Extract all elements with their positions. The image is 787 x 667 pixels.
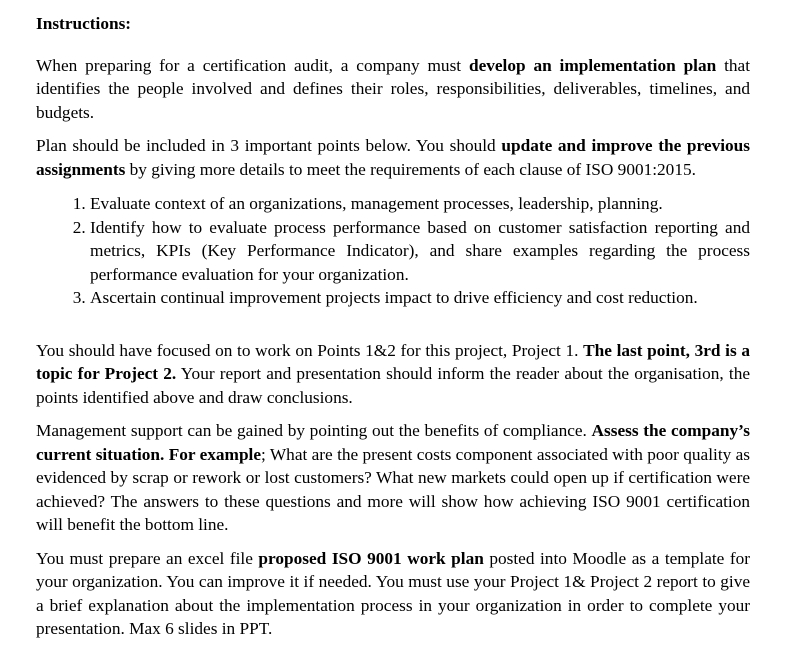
- p4-text-c: ; What are the present costs component associated with poor quality as evidenced by scrap or rework or lost customers? What new markets could open up if certification were achieved? The answers to these questions and more will show how achieving ISO 9001 certification will benefit the bottom line.: [36, 444, 751, 534]
- document-page: [36, 12, 750, 651]
- paragraph-plan-points: [36, 134, 750, 181]
- p4-bold: Assess the company’s current situation. For example: [36, 421, 750, 464]
- paragraph-implementation-plan: [36, 54, 750, 125]
- p1-bold: develop an implementation plan: [468, 55, 717, 75]
- p5-bold: proposed ISO 9001 work plan: [258, 548, 484, 568]
- paragraph-excel-work-plan: [36, 547, 750, 641]
- p5-text-c: posted into Moodle as a template for your organization. You can improve it if needed. You must use your Project 1& Project 2 report to give a brief explanation about the implementation process in your organization in order to complete your presentation. Max 6 slides in PPT.: [36, 548, 751, 638]
- numbered-points-list: [36, 192, 750, 310]
- paragraph-project-focus: [36, 339, 750, 410]
- p2-text-c: by giving more details to meet the requirements of each clause of ISO 9001:2015.: [125, 159, 696, 179]
- p3-text-c: Your report and presentation should inform the reader about the organisation, the points identified above and draw conclusions.: [36, 364, 751, 407]
- p3-text-a: You should have focused on to work on Points 1&2 for this project, Project 1.: [36, 340, 584, 360]
- p1-text-a: When preparing for a certification audit, a company must: [36, 55, 469, 75]
- p2-bold: update and improve the previous assignments: [36, 136, 750, 179]
- p4-text-a: Management support can be gained by pointing out the benefits of compliance.: [36, 421, 592, 440]
- paragraph-management-support: [36, 419, 750, 537]
- instructions-heading: Instructions:: [36, 14, 132, 33]
- p2-text-a: Plan should be included in 3 important points below. You should: [36, 136, 502, 155]
- p5-text-a: You must prepare an excel file: [36, 548, 259, 568]
- p3-bold: The last point, 3rd is a topic for Project 2.: [36, 340, 750, 383]
- p1-text-c: that identifies the people involved and defines their roles, responsibilities, deliverables, timelines, and budgets.: [36, 55, 751, 122]
- list-item: 2. Identify how to evaluate process performance based on customer satisfaction reporting and metrics, KPIs (Key Performance Indicator), and share examples regarding the process performance evaluation for your organization.: [90, 216, 750, 287]
- list-item: 3. Ascertain continual improvement projects impact to drive efficiency and cost reduction.: [90, 286, 750, 310]
- list-item: 1. Evaluate context of an organizations, management processes, leadership, planning.: [90, 192, 750, 216]
